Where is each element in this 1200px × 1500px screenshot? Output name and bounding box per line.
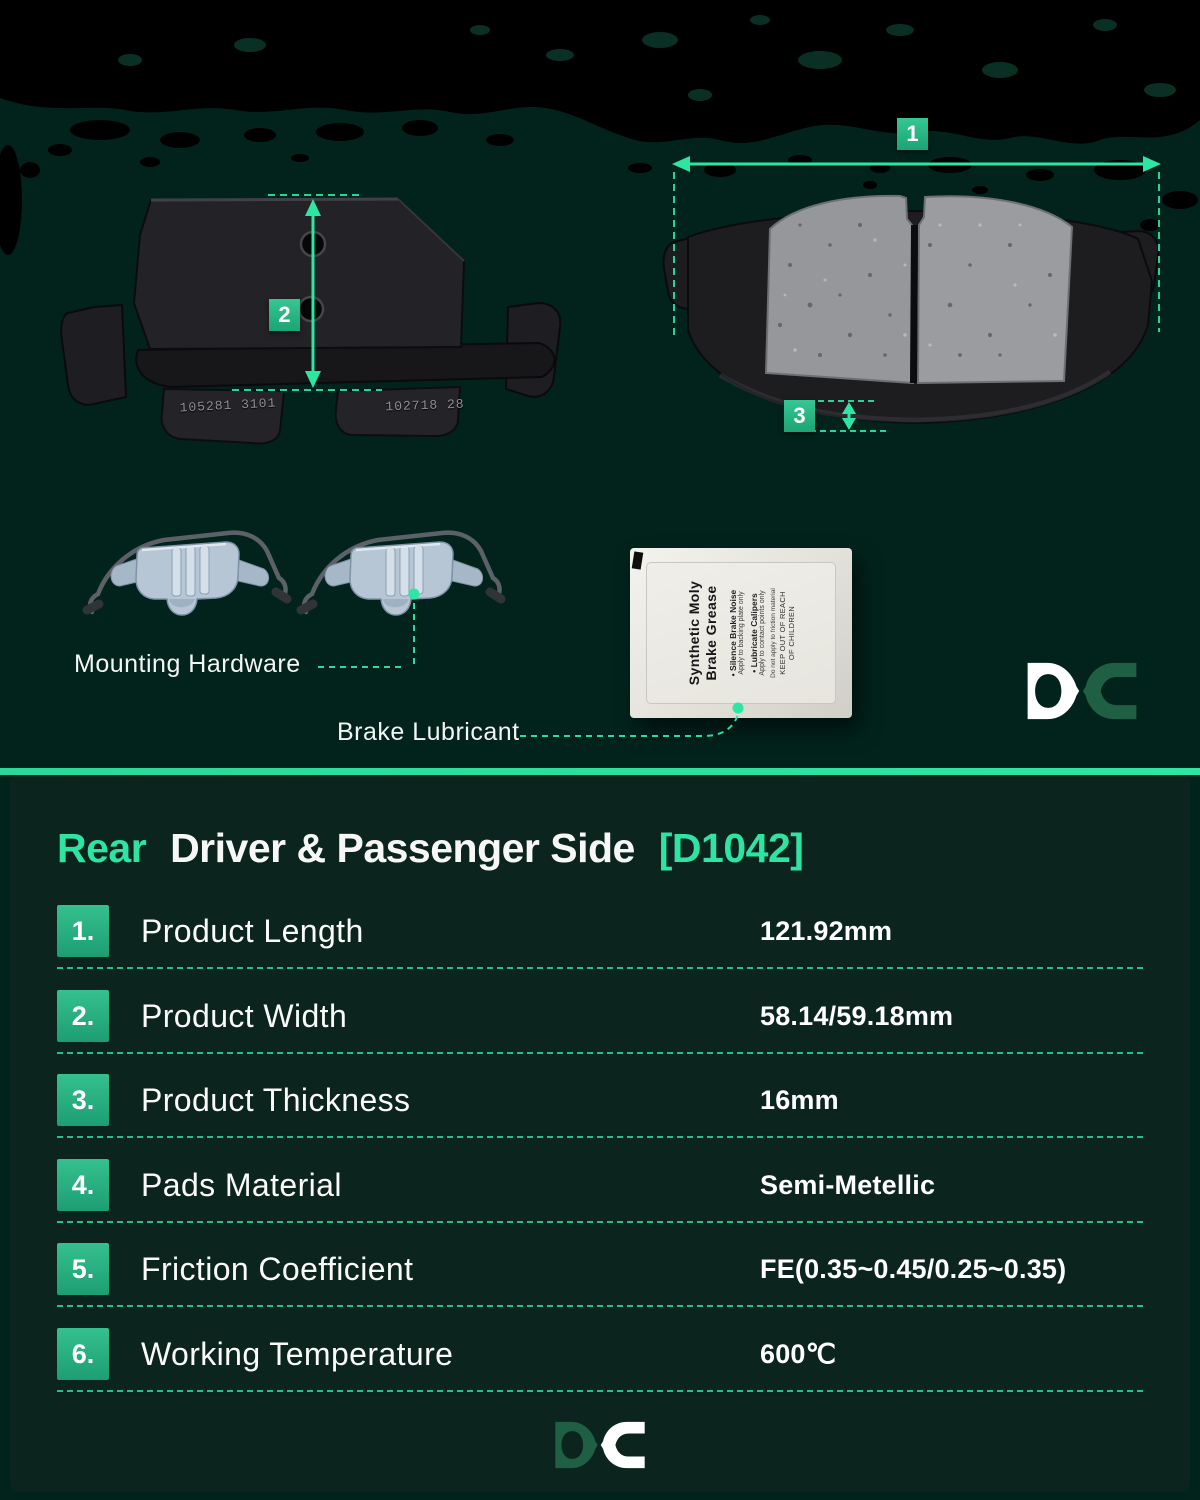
row-separator (57, 1052, 1143, 1054)
spec-row-friction-coefficient (57, 1243, 1143, 1295)
title-part-code: [D1042] (658, 825, 804, 871)
spec-label: Pads Material (141, 1166, 342, 1203)
pad-stamp-left: 105281 3101 (179, 395, 277, 416)
spec-label: Friction Coefficient (141, 1250, 414, 1287)
spec-panel (10, 775, 1190, 1492)
row-separator (57, 1305, 1143, 1307)
dimension-2-badge: 2 (269, 299, 300, 331)
packet-title-line2: Brake Grease (703, 585, 719, 681)
spec-value: 121.92mm (760, 915, 893, 946)
spec-row-product-length (57, 905, 1143, 957)
packet-bullet2-note: Apply to contact points only (759, 590, 766, 676)
spec-number-badge: 3. (57, 1074, 109, 1126)
brake-pad-friction-image (660, 185, 1170, 435)
brake-pad-backplate-image (60, 195, 570, 445)
spec-row-working-temperature (57, 1328, 1143, 1380)
spec-label: Product Thickness (141, 1081, 411, 1118)
packet-caution: Do not apply to friction material (770, 588, 777, 678)
packet-title-line1: Synthetic Moly (686, 580, 702, 686)
spec-value: FE(0.35~0.45/0.25~0.35) (760, 1253, 1067, 1284)
spec-row-pads-material (57, 1159, 1143, 1211)
brand-logo-icon (1021, 661, 1143, 721)
spec-label: Product Width (141, 997, 348, 1034)
packet-bullet1: • Silence Brake Noise (728, 589, 738, 677)
spec-value: 600℃ (760, 1338, 837, 1369)
dimension-1-badge: 1 (897, 118, 928, 150)
title-highlight: Rear (57, 825, 147, 871)
packet-bullet2: • Lubricate Calipers (749, 593, 759, 673)
packet-warning-line2: OF CHILDREN (787, 605, 796, 661)
brake-lubricant-packet (630, 548, 852, 718)
spec-number-badge: 1. (57, 905, 109, 957)
packet-text (686, 557, 796, 709)
spec-row-product-thickness (57, 1074, 1143, 1126)
spec-label: Working Temperature (141, 1335, 454, 1372)
packet-tear-notch (632, 551, 644, 569)
row-separator (57, 1390, 1143, 1392)
mounting-hardware-image (80, 520, 550, 630)
spec-number-badge: 4. (57, 1159, 109, 1211)
brand-logo-footer-icon (553, 1415, 647, 1475)
brake-lubricant-label: Brake Lubricant (337, 718, 520, 746)
title-main: Driver & Passenger Side (170, 825, 635, 871)
section-title (57, 825, 803, 872)
packet-warning-line1: KEEP OUT OF REACH (778, 591, 787, 675)
spec-number-badge: 5. (57, 1243, 109, 1295)
row-separator (57, 1136, 1143, 1138)
pad-stamp-right: 102718 28 (385, 396, 465, 415)
spec-value: Semi-Metellic (760, 1169, 936, 1200)
spec-number-badge: 6. (57, 1328, 109, 1380)
spec-value: 16mm (760, 1084, 839, 1115)
mounting-hardware-label: Mounting Hardware (74, 650, 301, 678)
accent-divider (0, 768, 1200, 775)
row-separator (57, 1221, 1143, 1223)
spec-row-product-width (57, 990, 1143, 1042)
spec-number-badge: 2. (57, 990, 109, 1042)
spec-value: 58.14/59.18mm (760, 1000, 954, 1031)
dimension-3-badge: 3 (784, 400, 815, 432)
spec-label: Product Length (141, 912, 364, 949)
packet-bullet1-note: Apply to backing plate only (738, 591, 745, 675)
row-separator (57, 967, 1143, 969)
